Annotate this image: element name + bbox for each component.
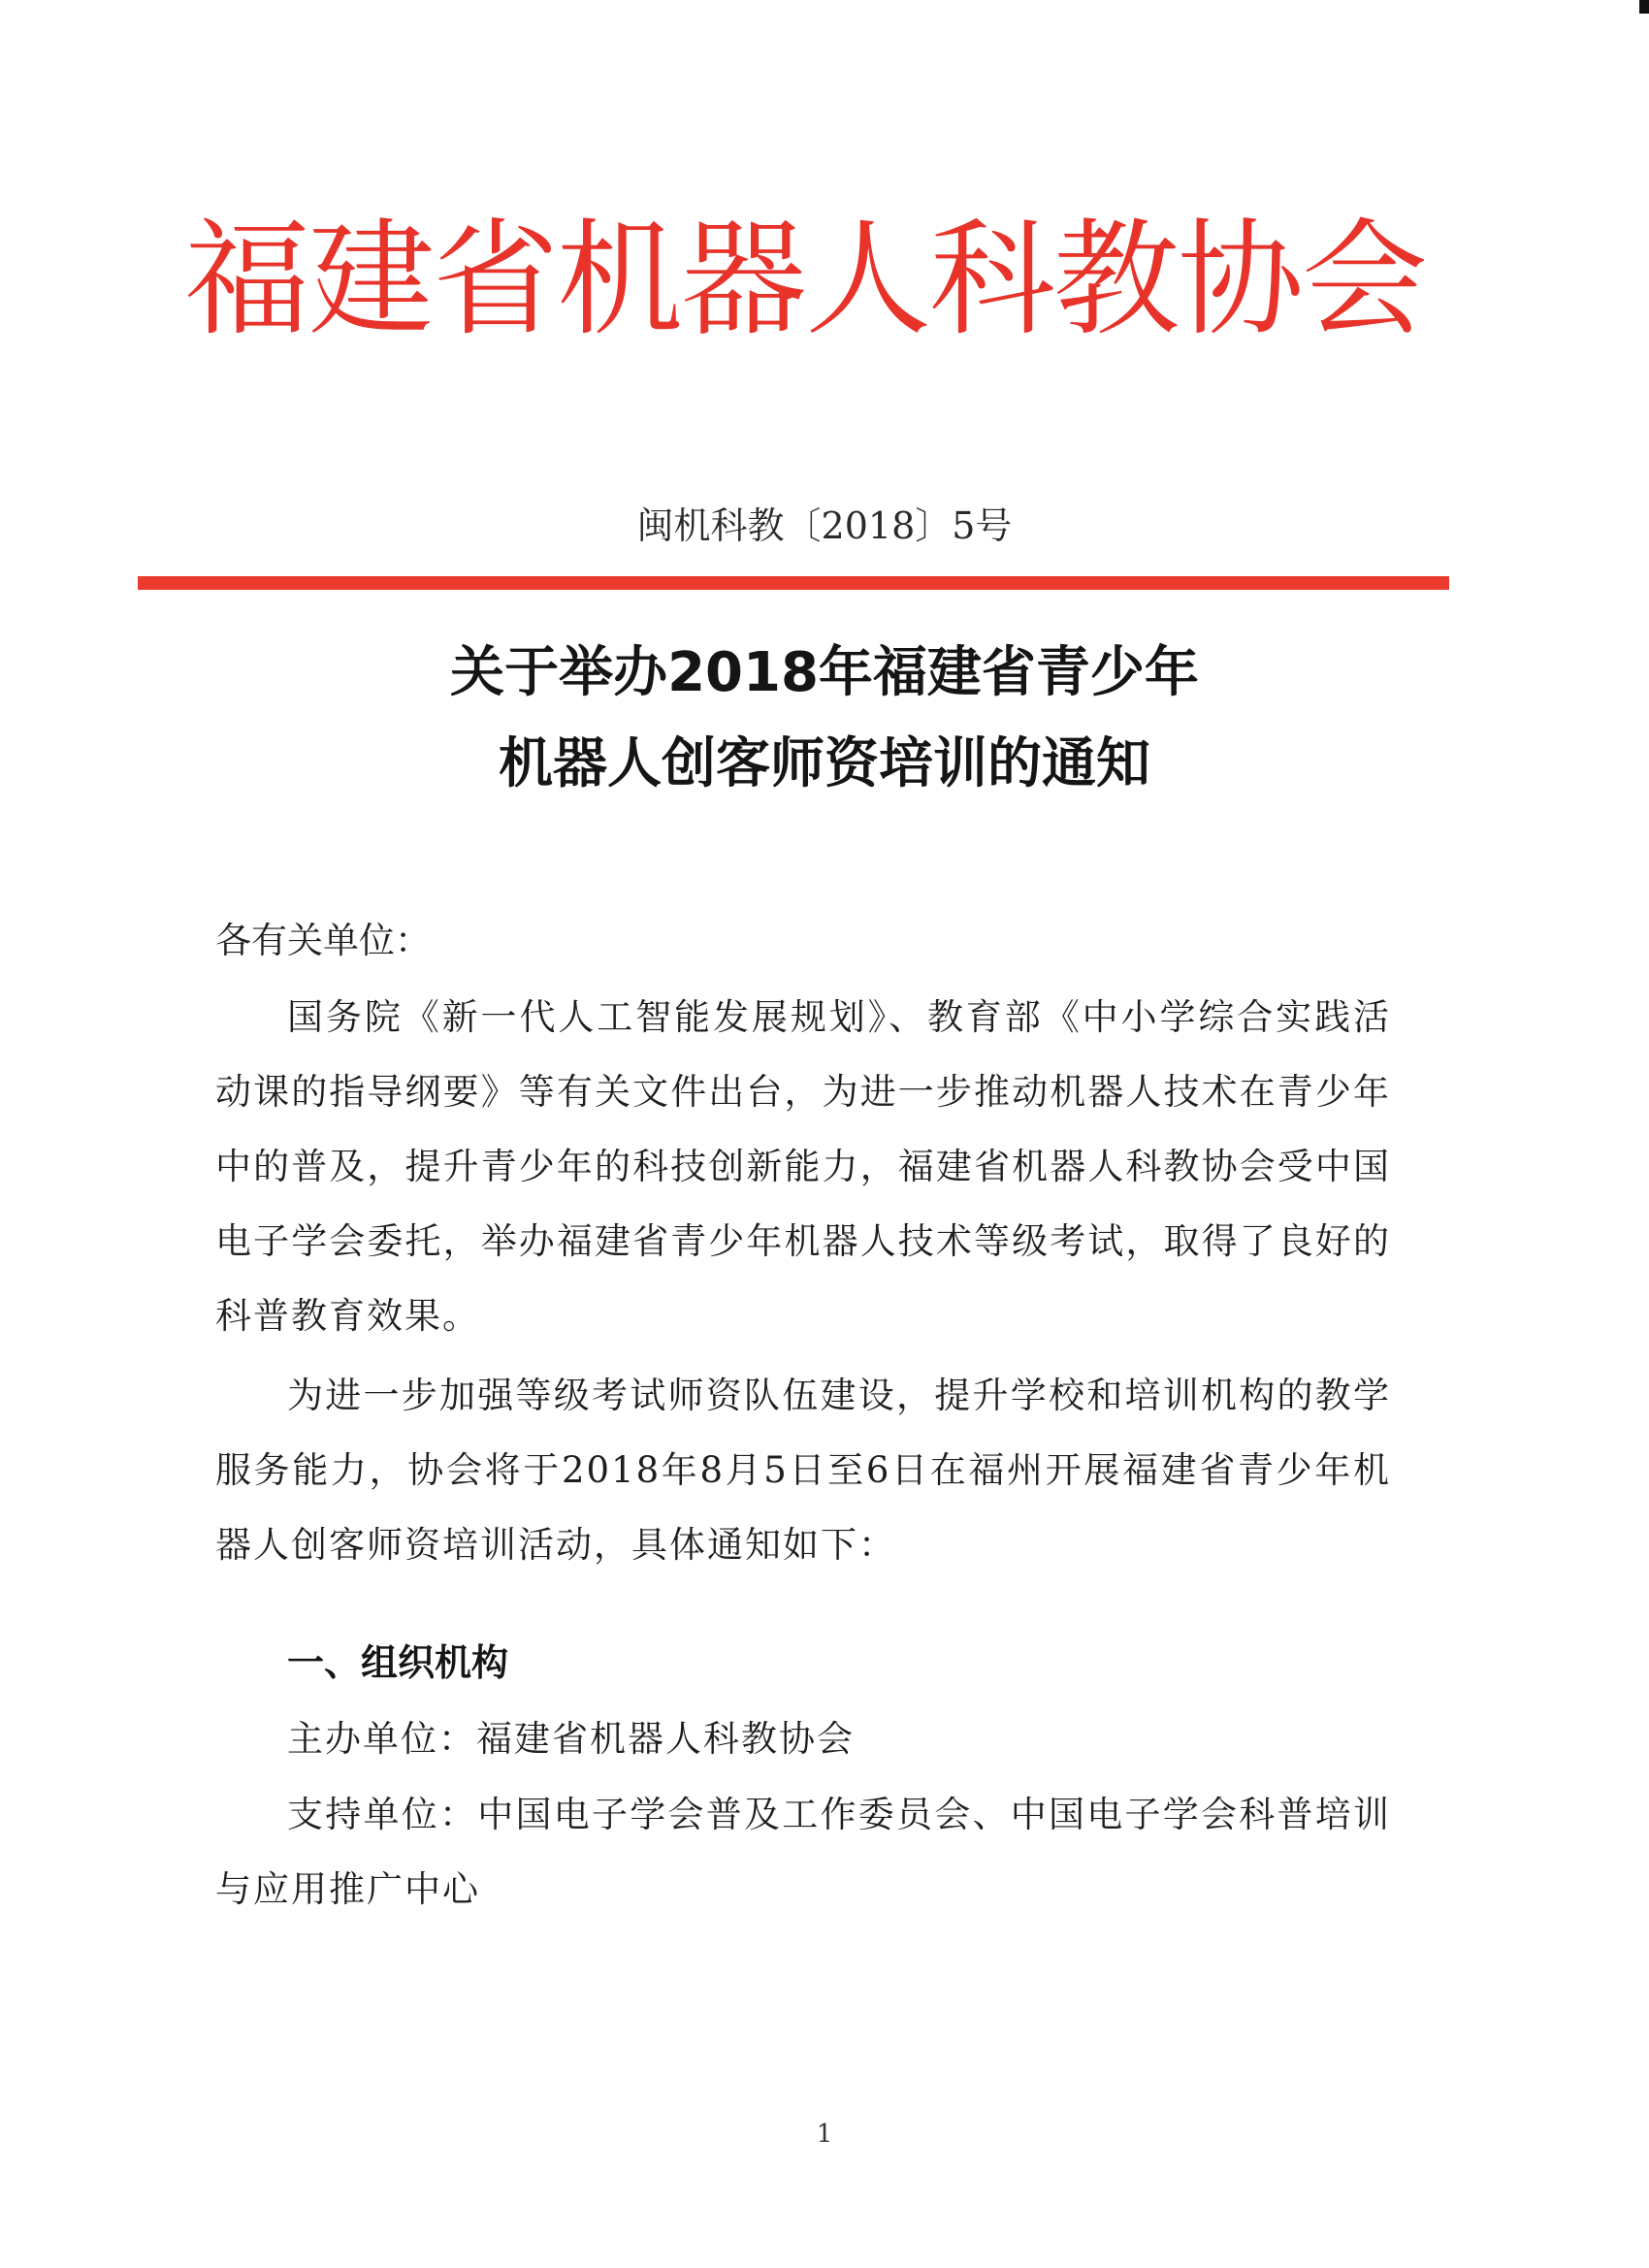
body-paragraph: 国务院《新一代人工智能发展规划》、教育部《中小学综合实践活动课的指导纲要》等有关文件出台，为进一步推动机器人技术在青少年中的普及，提升青少年的科技创新能力，福建省机器人科教协会受中国电子学会委托，举办福建省青少年机器人技术等级考试，取得了良好的科普教育效果。 — [215, 996, 1391, 1337]
notice-title-line-1: 关于举办2018年福建省青少年 — [450, 641, 1199, 704]
salutation: 各有关单位： — [215, 920, 431, 961]
scan-edge-mark — [1639, 0, 1649, 14]
body-paragraph: 为进一步加强等级考试师资队伍建设，提升学校和培训机构的教学服务能力，协会将于2018年8月5日至6日在福州开展福建省青少年机器人创客师资培训活动，具体通知如下： — [215, 1375, 1391, 1566]
document-number: 闽机科教〔2018〕5号 — [636, 504, 1013, 547]
red-divider-rule — [138, 576, 1449, 590]
notice-title-line-2: 机器人创客师资培训的通知 — [499, 732, 1150, 795]
supporting-organizations: 支持单位：中国电子学会普及工作委员会、中国电子学会科普培训与应用推广中心 — [215, 1794, 1391, 1910]
host-organization: 主办单位：福建省机器人科教协会 — [287, 1718, 855, 1760]
letterhead-org-name: 福建省机器人科教协会 — [184, 206, 1427, 353]
page-number: 1 — [816, 2120, 833, 2149]
section-heading-organization: 一、组织机构 — [287, 1641, 509, 1684]
